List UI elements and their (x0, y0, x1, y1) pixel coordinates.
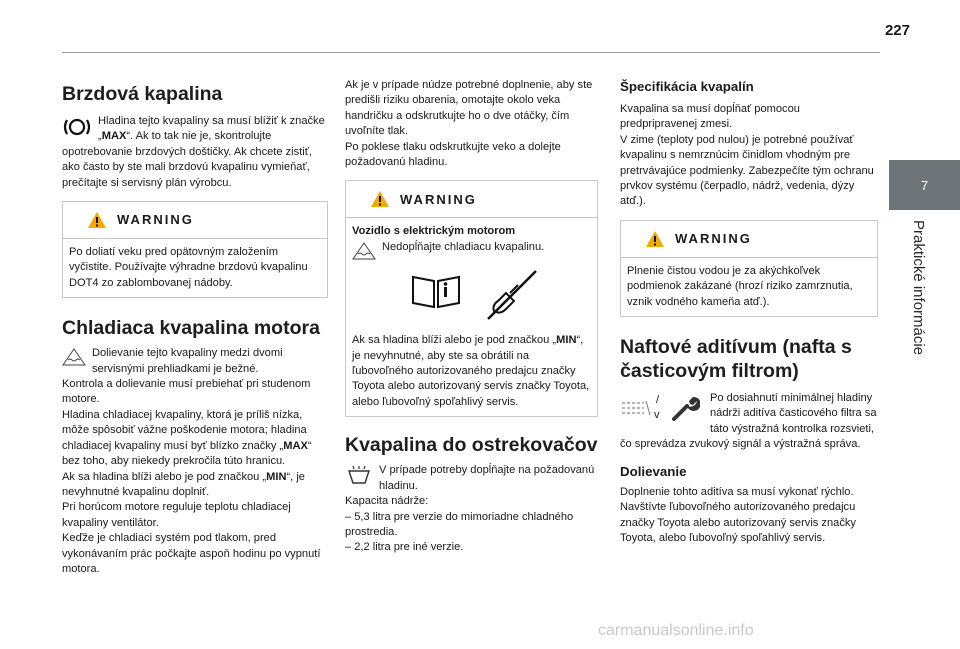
coolant-p4 (62, 470, 328, 501)
warning-triangle-icon (87, 211, 107, 229)
warning-header (346, 181, 597, 218)
coolant-p4b: “, je nevyhnutné kvapalinu doplniť. (62, 470, 305, 498)
coolant-p3 (62, 408, 328, 470)
manual-book-icon (410, 273, 462, 309)
column-3 (620, 78, 878, 546)
electric-min-a: Ak sa hladina blíži alebo je pod značkou „ (352, 334, 557, 347)
brake-fluid-title: Brzdová kapalina (62, 83, 223, 105)
coolant-p3a: Hladina chladiacej kvapaliny, ktorá je príliš nízka, môže spôsobiť vážne poškodenie motora; hladina chladiacej kvapaliny musí byť blízko značky „ (62, 408, 307, 452)
wrench-icon (670, 393, 700, 423)
coolant-level-icon (62, 348, 86, 371)
coolant-p1-text: Dolievanie tejto kvapaliny medzi dvomi servisnými prehliadkami je bežné. (92, 347, 283, 375)
brake-fluid-intro (62, 114, 328, 191)
electric-vehicle-heading: Vozidlo s elektrickým motorom (352, 225, 516, 238)
coolant-title: Chladiaca kvapalina motora (62, 317, 320, 340)
no-refill-icon (482, 267, 540, 321)
column-2 (345, 78, 598, 556)
washer-item-1: – 5,3 litra pre verzie do mimoriadne chladného prostredia. (345, 510, 574, 538)
spec-p2: V zime (teploty pod nulou) je potrebné používať kvapalinu s nemrznúcim činidlom vhodným pre pretrvávajúce podmienky. Zabezpečíte tým ochranu prvkov systému (čerpadlo, nádrž, vedenia, dýzy atď.). (620, 133, 874, 208)
coolant-emergency-text: Ak je v prípade núdze potrebné doplnenie, aby ste predišli riziku obarenia, omotajte okolo veka handričku a odskrutkujte ho o dve otáčky, čím uvoľníte tlak. (345, 79, 593, 138)
additive-p2: Doplnenie tohto aditíva sa musí vykonať rýchlo. Navštívte ľubovoľného autorizovaného predajcu značky Toyota alebo autorizovaný servis značky Toyota, alebo ľubovoľný spoľahlivý servis. (620, 485, 856, 544)
coolant-p3max: MAX (283, 439, 308, 452)
washer-fluid-icon (345, 465, 373, 492)
washer-item-2: – 2,2 litra pre iné verzie. (345, 541, 464, 554)
coolant-warning-body (346, 218, 597, 416)
chapter-title-text: Praktické informácie (910, 220, 927, 356)
warning-label: WARNING (117, 212, 194, 228)
washer-p1-text: V prípade potreby dopĺňajte na požadovanú hladinu. (379, 464, 595, 492)
additive-p1: Po dosiahnutí minimálnej hladiny nádrži aditíva časticového filtra sa táto výstražná kontrolka rozsvieti, čo sprevádza zvukový signál a výstražná správa. (620, 392, 877, 451)
spec-warning-text: Plnenie čistou vodou je za akýchkoľvek podmienok zakázané (hrozí riziko zamrznutia, vznik vodného kameňa atď.). (627, 264, 853, 308)
electric-min-text (352, 333, 591, 410)
electric-min-b: “, je nevyhnutné, aby ste sa obrátili na ľubovoľného autorizovaného predajcu značky Toyota alebo autorizovaný servis značky Toyota, alebo ľubovoľný spoľahlivý servis. (352, 334, 590, 408)
additive-intro (620, 391, 878, 453)
additive-pictograms (620, 393, 704, 427)
chapter-tab[interactable]: 7 (889, 160, 960, 210)
coolant-p4min: MIN (266, 470, 287, 483)
washer-p1 (345, 463, 598, 494)
coolant-p3b: “ bez toho, aby niekedy prekročila túto hranicu. (62, 439, 312, 468)
coolant-p1 (62, 346, 328, 377)
washer-capacity: Kapacita nádrže: (345, 495, 429, 508)
warning-label: WARNING (400, 191, 477, 207)
coolant-warning-box (345, 180, 598, 417)
coolant-p5: Pri horúcom motore reguluje teplotu chladiacej kvapaliny ventilátor. (62, 501, 291, 529)
electric-vehicle-line (352, 240, 591, 255)
additive-title: Naftové aditívum (nafta s časticovým filtrom) (620, 336, 852, 383)
warning-triangle-icon (645, 230, 665, 248)
warning-header (621, 221, 877, 258)
v-symbol: v (654, 409, 660, 422)
chapter-title (885, 210, 960, 410)
coolant-p2: Kontrola a dolievanie musí prebiehať pri studenom motore. (62, 378, 311, 406)
page-number: 227 (884, 22, 910, 39)
fuel-filter-icon (620, 399, 652, 417)
top-rule (62, 52, 880, 53)
spec-title: Špecifikácia kvapalín (620, 79, 754, 94)
warning-label: WARNING (675, 231, 752, 247)
coolant-p6: Keďže je chladiaci systém pod tlakom, pred vykonávaním prác počkajte aspoň hodinu po vypnutí motora. (62, 532, 321, 575)
coolant-emergency-text-2: Po poklese tlaku odskrutkujte veko a dolejte požadovanú hladinu. (345, 140, 561, 169)
column-1 (62, 82, 328, 577)
brake-intro-b: “. Ak to tak nie je, skontrolujte opotrebovanie brzdových doštičky. Ak chcete zistiť, ako často by ste mali brzdovú kvapalinu vymieňať, prečítajte si servisný plán výrobcu. (62, 130, 312, 189)
electric-vehicle-line-text: Nedopĺňajte chladiacu kvapalinu. (382, 240, 545, 253)
warning-triangle-icon (370, 190, 390, 208)
manual-and-no-tool-pictogram (352, 265, 591, 333)
coolant-level-icon (352, 242, 376, 265)
additive-subtitle: Dolievanie (620, 463, 687, 479)
slash-symbol: / (656, 394, 660, 407)
warning-header (63, 202, 327, 239)
spec-p1: Kvapalina sa musí dopĺňať pomocou predpripravenej zmesi. (620, 103, 800, 131)
watermark: carmanualsonline.info (598, 622, 754, 639)
brake-intro-max: MAX (101, 130, 127, 143)
brake-intro-a: Hladina tejto kvapaliny sa musí blížiť k značke „ (98, 115, 325, 143)
coolant-p4a: Ak sa hladina blíži alebo je pod značkou „ (62, 470, 267, 483)
electric-min-min: MIN (556, 334, 577, 347)
spec-warning-box (620, 220, 878, 317)
brake-warning-text: Po doliatí veku pred opätovným založením vyčistite. Používajte výhradne brzdovú kvapalinu DOT4 zo zablombovanej nádoby. (69, 246, 308, 289)
washer-title: Kvapalina do ostrekovačov (345, 434, 598, 457)
brake-warning-icon (62, 116, 92, 143)
brake-warning-box (62, 201, 328, 298)
